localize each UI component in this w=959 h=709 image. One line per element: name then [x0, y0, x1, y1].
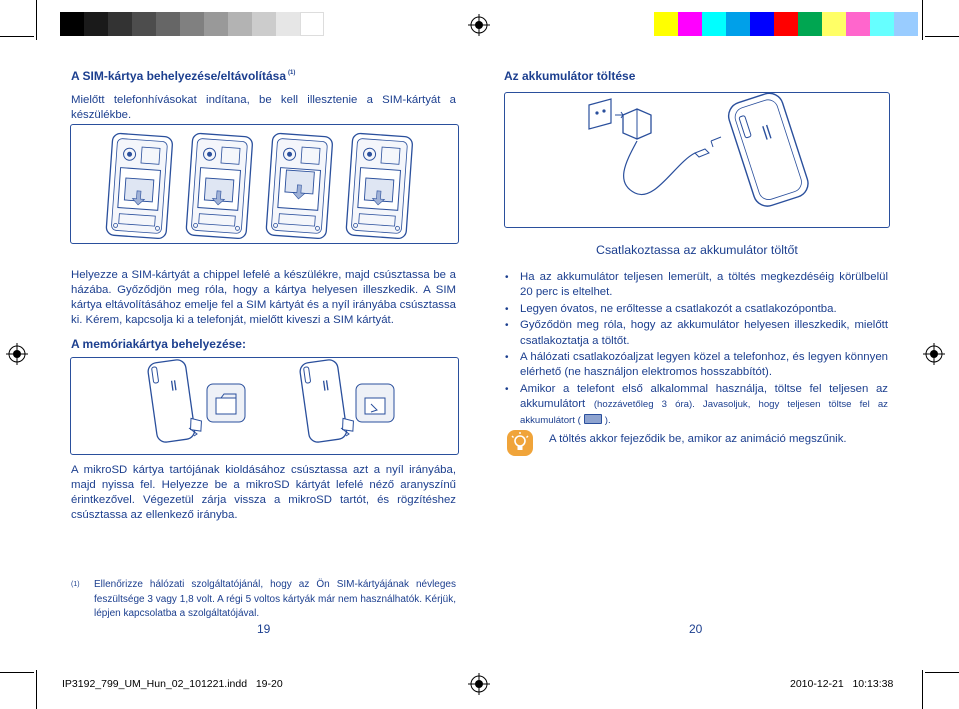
charging-bullets: [503, 270, 888, 429]
sim-illustration: [70, 124, 459, 244]
bullet-item: • Ha az akkumulátor teljesen lemerült, a töltés megkezdéséig körülbelül 20 perc is eltelhet.: [503, 270, 888, 301]
gray-swatch: [276, 12, 300, 36]
crop-mark: [36, 0, 37, 40]
color-swatch: [822, 12, 846, 36]
charging-heading: Az akkumulátor töltése: [504, 69, 636, 83]
crop-mark: [36, 670, 37, 709]
crop-mark: [922, 0, 923, 40]
bullet-item-last: [503, 382, 888, 428]
registration-mark-icon: [923, 343, 945, 365]
sd-heading: A memóriakártya behelyezése:: [71, 337, 246, 351]
bullet-last-a: Amikor a telefont első alkalommal használja, töltse fel teljesen az akkumulátort: [520, 382, 888, 411]
color-swatch: [654, 12, 678, 36]
color-swatch: [870, 12, 894, 36]
gray-swatch: [204, 12, 228, 36]
footnote-text: Ellenőrizze hálózati szolgáltatójánál, hogy az Ön SIM-kártyájának névleges feszültsége 3 vagy 1,8 volt. A régi 5 voltos kártyák már nem használhatók. Kérjük, lépjen kapcsolatba a szolgáltatójával.: [94, 579, 456, 619]
gray-swatch: [228, 12, 252, 36]
footnote-marker: (1): [71, 581, 80, 588]
slug-filename: IP3192_799_UM_Hun_02_101221.indd 19-20: [62, 678, 283, 690]
slug-date: 2010-12-21 10:13:38: [790, 678, 894, 690]
sd-illustration: [70, 357, 459, 455]
battery-icon: [584, 414, 602, 424]
tip-text: A töltés akkor fejeződik be, amikor az animáció megszűnik.: [549, 433, 847, 445]
sim-heading: [71, 69, 295, 83]
color-swatch: [726, 12, 750, 36]
gray-swatch: [252, 12, 276, 36]
sim-step-phone: [106, 133, 173, 239]
color-swatch: [750, 12, 774, 36]
registration-mark-icon: [6, 343, 28, 365]
charger-illustration: [504, 92, 890, 228]
color-swatch-strip: [654, 12, 918, 36]
bullet-item: • Legyen óvatos, ne erőltesse a csatlakozót a csatlakozópontba.: [503, 302, 888, 317]
sim-intro: Mielőtt telefonhívásokat indítana, be kell illesztenie a SIM-kártyát a készülékbe.: [71, 94, 456, 121]
registration-mark-icon: [468, 673, 490, 695]
bullet-last-b: (hozzávetőleg 3 óra). Javasoljuk, hogy teljesen töltse fel az akkumulátort (: [520, 399, 888, 426]
gray-swatch-strip: [60, 12, 324, 36]
sim-body: Helyezze a SIM-kártyát a chippel lefelé a készülékre, majd csúsztassa be a házába. Győződjön meg róla, hogy a kártya helyesen illeszkedik. A SIM kártya eltávolításához emelje fel a SIM kártyát és a nyíl irányába csúsztassa ki. Kérem, kapcsolja ki a telefonját, mielőtt kiveszi a SIM kártyát.: [71, 269, 456, 326]
registration-mark-icon: [468, 14, 490, 36]
charger-figure: [505, 93, 889, 227]
crop-mark: [0, 36, 34, 37]
crop-mark: [925, 36, 959, 37]
gray-swatch: [132, 12, 156, 36]
sim-step-phone: [186, 133, 253, 239]
bullet-item: • Győződön meg róla, hogy az akkumulátor helyesen illeszkedik, mielőtt csatlakoztatja a töltőt.: [503, 318, 888, 349]
bullet-item: • A hálózati csatlakozóaljzat legyen közel a telefonhoz, és legyen könnyen elérhető (ne használjon elektromos hosszabbítót).: [503, 350, 888, 381]
sd-phones-figure: [71, 358, 458, 454]
sim-heading-text: A SIM-kártya behelyezése/eltávolítása: [71, 69, 286, 83]
color-swatch: [774, 12, 798, 36]
page-number-left: 19: [257, 622, 271, 636]
charger-caption: Csatlakoztassa az akkumulátor töltőt: [596, 243, 798, 257]
footnote-ref: (1): [288, 70, 296, 76]
color-swatch: [846, 12, 870, 36]
gray-swatch: [84, 12, 108, 36]
sim-step-phone: [346, 133, 413, 239]
color-swatch: [798, 12, 822, 36]
color-swatch: [678, 12, 702, 36]
crop-mark: [0, 672, 34, 673]
sim-step-phone: [266, 133, 333, 239]
gray-swatch: [300, 12, 324, 36]
gray-swatch: [156, 12, 180, 36]
tip-icon: [507, 430, 533, 456]
sd-body: A mikroSD kártya tartójának kioldásához csúsztassa azt a nyíl irányába, majd nyissa fel. Helyezze be a mikroSD kártyát lefelé néző aranyszínű érintkezővel. Végezetül zárja vissza a mikroSD tartót, és rögzítéshez csúsztassa az ellenkező irányba.: [71, 464, 456, 521]
color-swatch: [894, 12, 918, 36]
gray-swatch: [60, 12, 84, 36]
gray-swatch: [108, 12, 132, 36]
sim-phones-figure: [71, 125, 458, 243]
bullet-last-c: ).: [604, 414, 611, 426]
page-number-right: 20: [689, 622, 703, 636]
gray-swatch: [180, 12, 204, 36]
crop-mark: [925, 672, 959, 673]
crop-mark: [922, 670, 923, 709]
color-swatch: [702, 12, 726, 36]
